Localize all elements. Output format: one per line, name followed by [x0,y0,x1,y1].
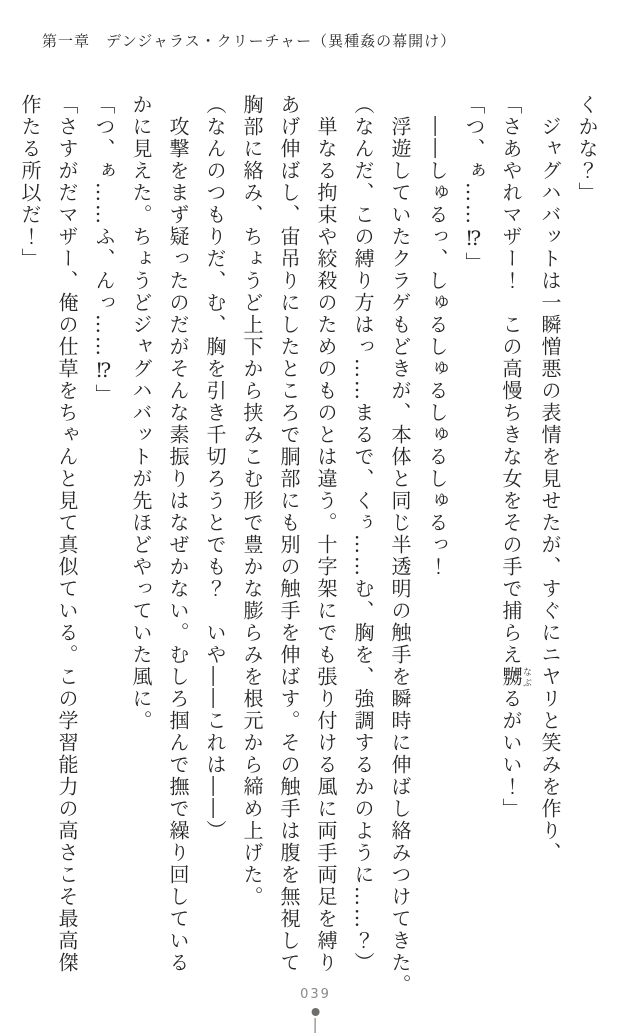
page-footer [300,988,331,1033]
text-column: あげ伸ばし、宙吊りにしたところで胴部にも別の触手を伸ばす。その触手は腹を無視して [277,94,301,974]
text-column: ――しゅるっ、しゅるしゅるしゅるしゅるっ！ [425,94,449,578]
text-column: くかな？」 [575,94,599,204]
page-number: 039 [300,987,331,1002]
text-column: （なんだ、この縛り方はっ……まるで、くぅ……む、胸を、強調するかのように……？） [351,94,375,974]
text-column: （なんのつもりだ、む、胸を引き千切ろうとでも？ いや――これは――） [203,94,227,842]
text-column: 「つ、ぁ……⁉」 [462,94,486,274]
chapter-header: 第一章 デンジャラス・クリーチャー（異種姦の幕開け） [42,32,457,50]
text-column: 「つ、ぁ……ふ、んっ……⁉」 [92,94,116,406]
footer-dot-ornament [311,1008,319,1016]
footer-line-ornament [315,1018,316,1033]
text-column: 「さあやれマザー！ この高慢ちきな女をその手で捕らえ嬲なぶるがいい！」 [499,94,531,820]
text-column: 単なる拘束や絞殺のためのものとは違う。十字架にでも張り付ける風に両手両足を縛り [314,94,338,974]
text-column: 浮遊していたクラゲもどきが、本体と同じ半透明の触手を瞬時に伸ばし絡みつけてきた。 [388,94,412,996]
text-column: かに見えた。ちょうどジャグハバットが先ほどやっていた風に。 [129,94,153,732]
text-column: 攻撃をまず疑ったのだがそんな素振りはなぜかない。むしろ掴んで撫で繰り回している [166,94,190,974]
text-column: 「さすがだマザー、俺の仕草をちゃんと見て真似ている。この学習能力の高さこそ最高傑 [55,94,79,974]
text-column: 胸部に絡み、ちょうど上下から挟みこむ形で豊かな膨らみを根元から締め上げた。 [240,94,264,908]
text-column: 作たる所以だ！」 [18,94,42,270]
text-column: ジャグハバットは一瞬憎悪の表情を見せたが、すぐにニヤリと笑みを作り、 [538,94,562,864]
